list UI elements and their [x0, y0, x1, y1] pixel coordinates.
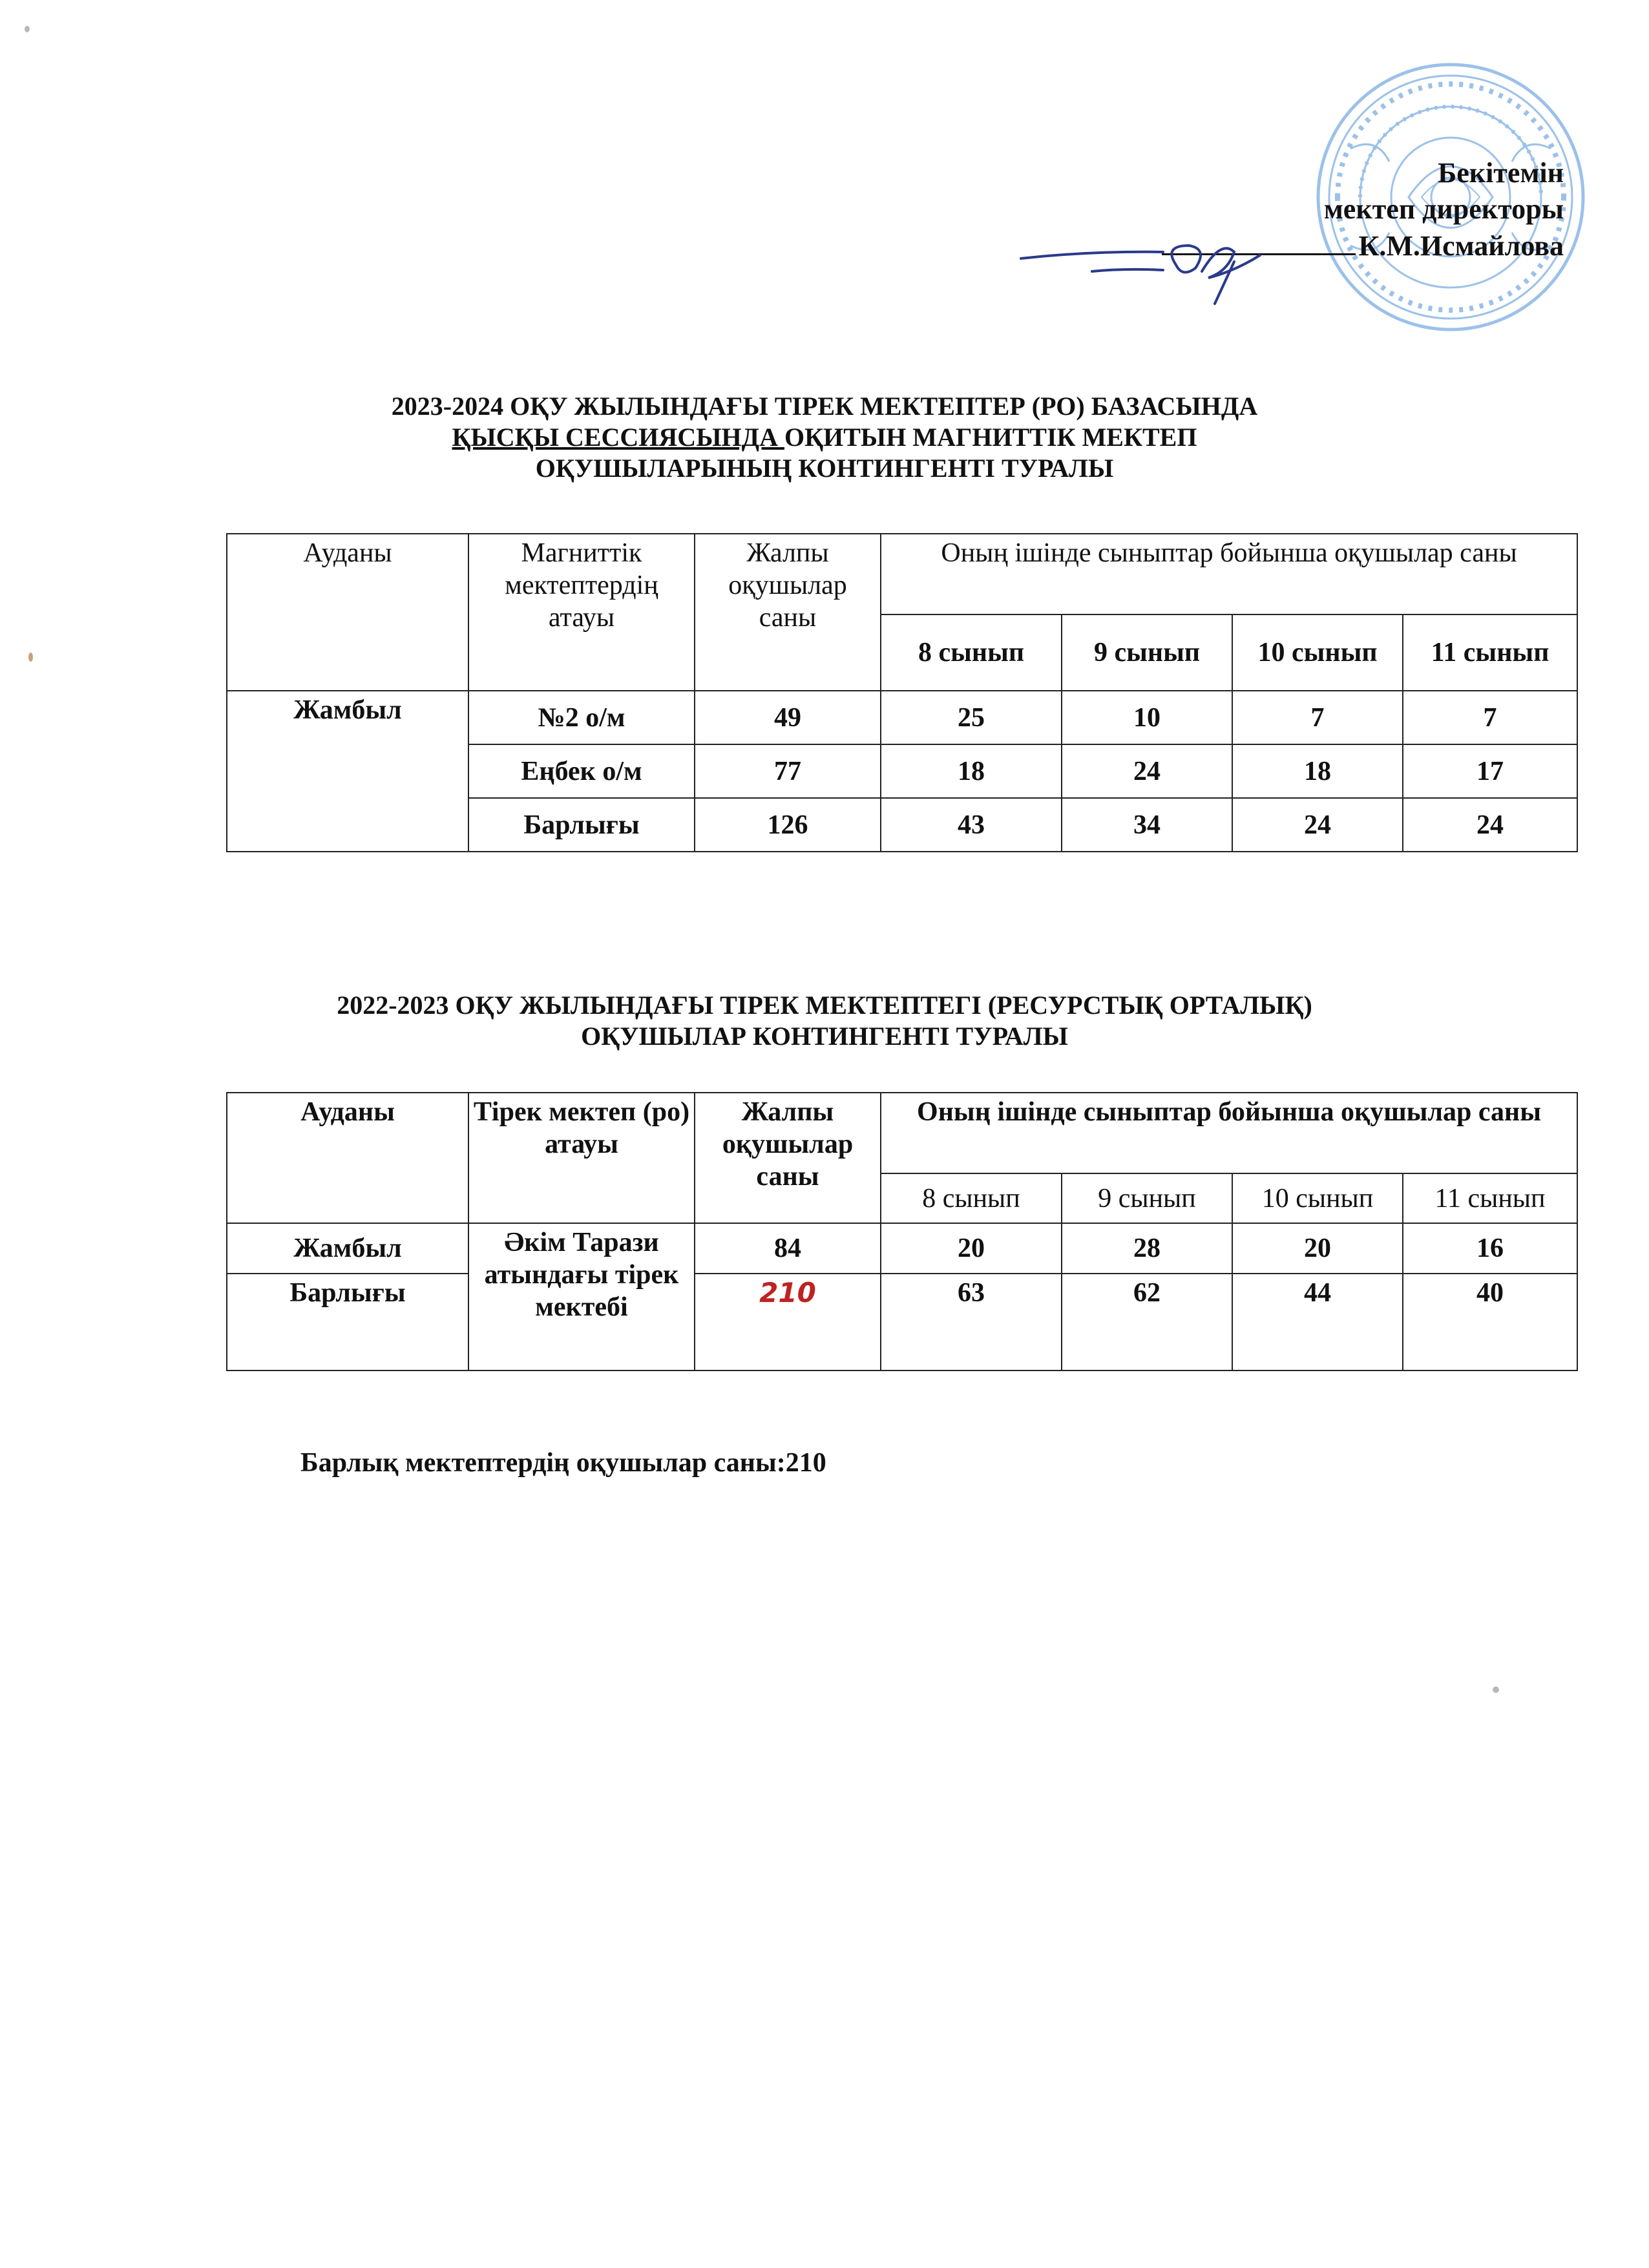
grade-10-cell: 18	[1232, 744, 1403, 798]
grade-10-cell: 24	[1232, 798, 1403, 852]
table1-title-rest: ОҚИТЫН МАГНИТТІК МЕКТЕП	[784, 423, 1197, 452]
table1-title-line3: ОҚУШЫЛАРЫНЫҢ КОНТИНГЕНТІ ТУРАЛЫ	[535, 454, 1114, 483]
district-cell: Жамбыл	[227, 691, 468, 852]
grade-8-cell: 20	[881, 1223, 1062, 1274]
header-school: Тірек мектеп (ро) атауы	[468, 1093, 695, 1223]
grade-10-cell: 44	[1232, 1274, 1403, 1370]
header-district: Ауданы	[227, 534, 468, 691]
table-row	[227, 1223, 1577, 1274]
table1-title-line2	[0, 422, 1649, 453]
grade-11-cell: 17	[1403, 744, 1577, 798]
header-by-grade: Оның ішінде сыныптар бойынша оқушылар саны	[881, 1093, 1577, 1173]
grade-11-cell: 40	[1403, 1274, 1577, 1370]
approval-title: Бекітемін	[1438, 157, 1564, 189]
district-cell: Жамбыл	[227, 1223, 468, 1274]
school-cell: №2 о/м	[468, 691, 695, 744]
header-grade-8: 8 сынып	[881, 1173, 1062, 1223]
total-cell: 49	[695, 691, 881, 744]
header-grade-10: 10 сынып	[1232, 614, 1403, 691]
header-total: Жалпы оқушылар саны	[695, 1093, 881, 1223]
scan-speck	[28, 653, 33, 662]
summary-line: Барлық мектептердің оқушылар саны:210	[300, 1448, 826, 1478]
approval-position: мектеп директоры	[1323, 193, 1564, 225]
signature	[1014, 233, 1292, 323]
handwritten-total-cell: 210	[695, 1274, 881, 1370]
grade-9-cell: 10	[1062, 691, 1232, 744]
total-cell: 126	[695, 798, 881, 852]
grade-8-cell: 63	[881, 1274, 1062, 1370]
header-grade-8: 8 сынып	[881, 614, 1062, 691]
header-grade-9: 9 сынып	[1062, 1173, 1232, 1223]
table1-title-underlined: ҚЫСҚЫ СЕССИЯСЫНДА	[452, 423, 784, 452]
grade-9-cell: 28	[1062, 1223, 1232, 1274]
school-cell: Еңбек о/м	[468, 744, 695, 798]
grade-8-cell: 18	[881, 744, 1062, 798]
grade-11-cell: 7	[1403, 691, 1577, 744]
grade-8-cell: 43	[881, 798, 1062, 852]
scan-speck	[25, 26, 30, 32]
total-cell: 84	[695, 1223, 881, 1274]
grade-9-cell: 62	[1062, 1274, 1232, 1370]
resource-center-table	[226, 1092, 1578, 1371]
grade-10-cell: 20	[1232, 1223, 1403, 1274]
table2-title-line1: 2022-2023 ОҚУ ЖЫЛЫНДАҒЫ ТІРЕК МЕКТЕПТЕГІ (РЕСУРСТЫҚ ОРТАЛЫҚ)	[337, 991, 1312, 1020]
grade-11-cell: 16	[1403, 1223, 1577, 1274]
header-district: Ауданы	[227, 1093, 468, 1223]
header-grade-10: 10 сынып	[1232, 1173, 1403, 1223]
grade-9-cell: 34	[1062, 798, 1232, 852]
table2-title-line2: ОҚУШЫЛАР КОНТИНГЕНТІ ТУРАЛЫ	[581, 1022, 1068, 1051]
table-row-total	[227, 1274, 1577, 1370]
table1-title-line1: 2023-2024 ОҚУ ЖЫЛЫНДАҒЫ ТІРЕК МЕКТЕПТЕР (РО) БАЗАСЫНДА	[391, 392, 1258, 421]
header-total: Жалпы оқушылар саны	[695, 534, 881, 691]
table1-title	[0, 391, 1649, 484]
grade-9-cell: 24	[1062, 744, 1232, 798]
school-cell: Барлығы	[468, 798, 695, 852]
scan-speck	[1493, 1686, 1499, 1693]
school-cell: Әкім Тарази атындағы тірек мектебі	[468, 1223, 695, 1370]
table-row	[227, 691, 1577, 744]
grade-10-cell: 7	[1232, 691, 1403, 744]
director-name: К.М.Исмайлова	[1358, 230, 1564, 262]
header-grade-9: 9 сынып	[1062, 614, 1232, 691]
header-grade-11: 11 сынып	[1403, 614, 1577, 691]
grade-11-cell: 24	[1403, 798, 1577, 852]
district-cell: Барлығы	[227, 1274, 468, 1370]
header-grade-11: 11 сынып	[1403, 1173, 1577, 1223]
table2-title	[0, 990, 1649, 1052]
total-cell: 77	[695, 744, 881, 798]
grade-8-cell: 25	[881, 691, 1062, 744]
magnet-schools-table	[226, 533, 1578, 852]
header-by-grade: Оның ішінде сыныптар бойынша оқушылар саны	[881, 534, 1577, 614]
header-school: Магниттік мектептердің атауы	[468, 534, 695, 691]
